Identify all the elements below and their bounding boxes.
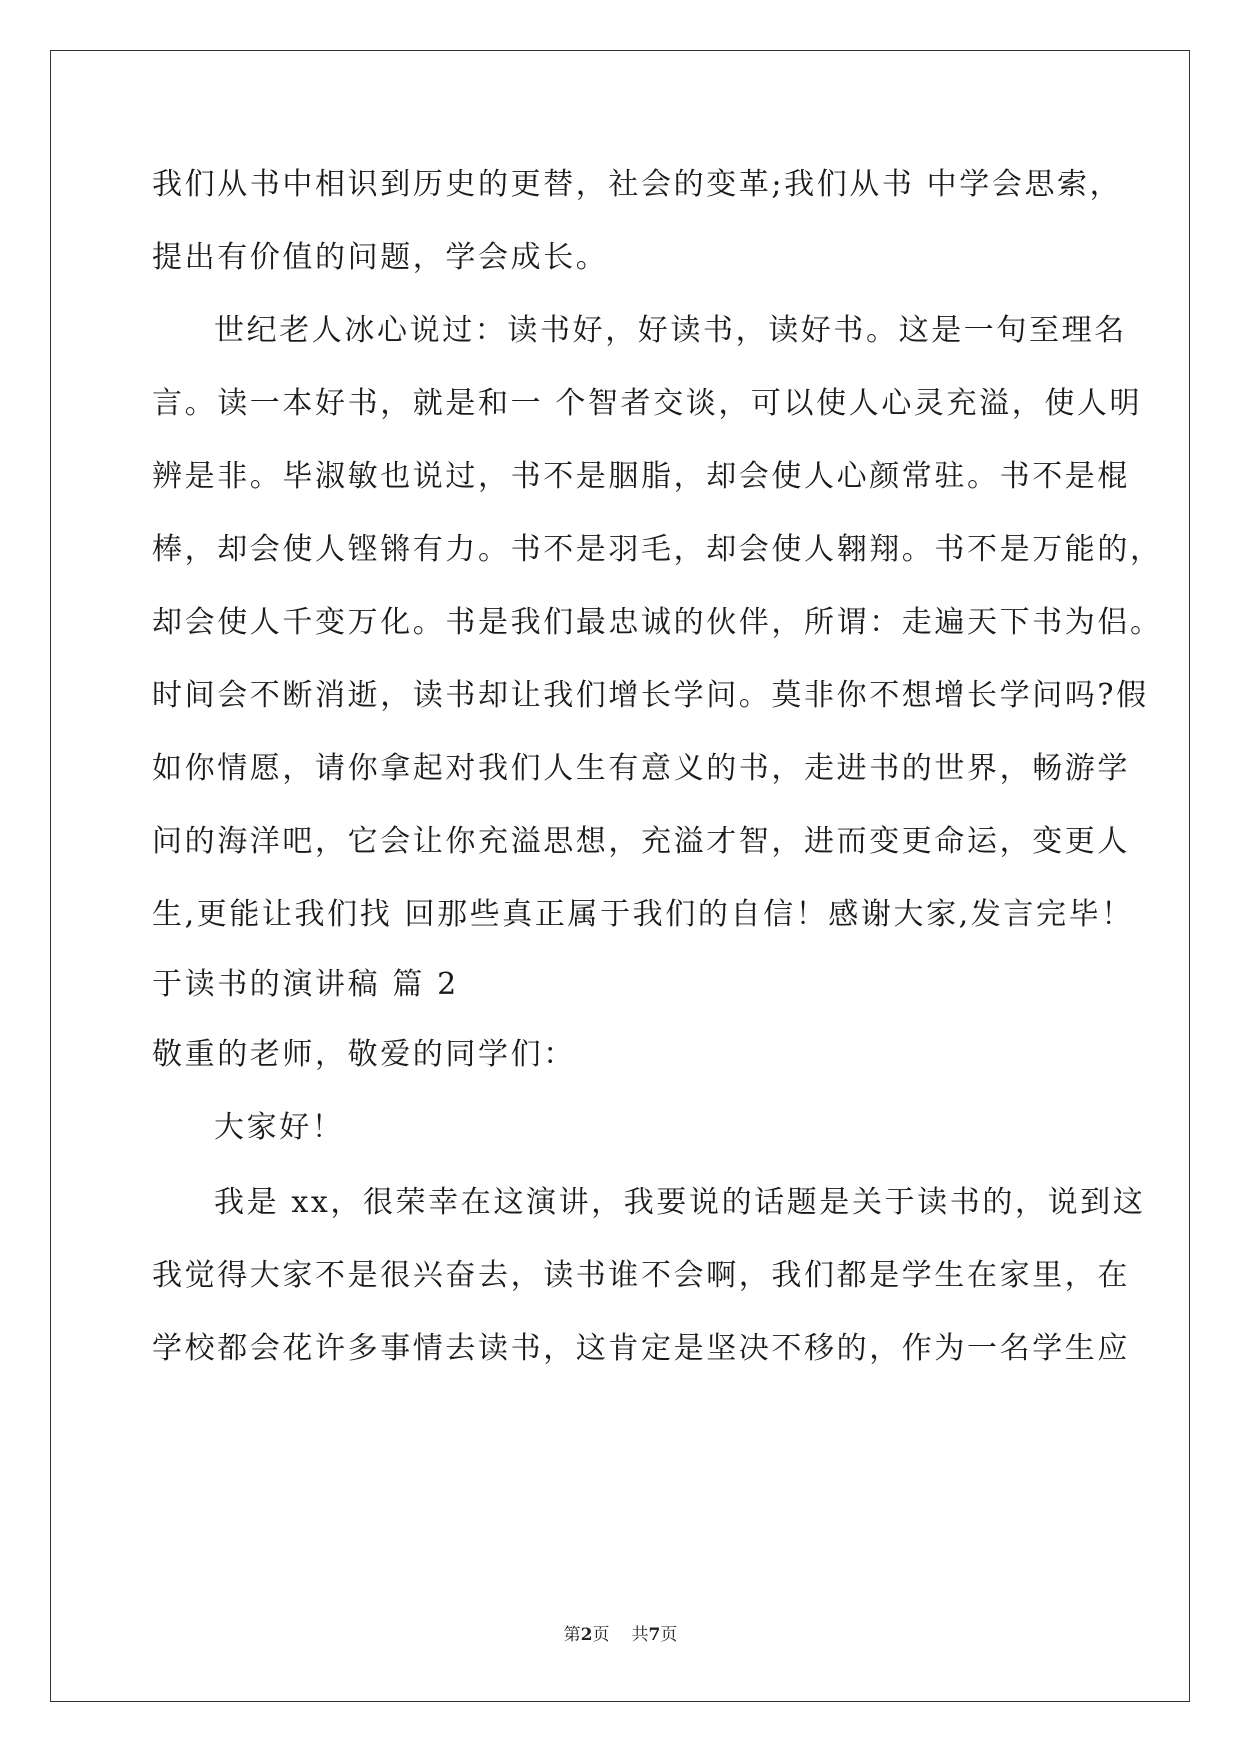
total-pages: 7 <box>648 1625 661 1645</box>
page-border <box>50 50 1190 1702</box>
text-line: 生,更能让我们找 回那些真正属于我们的自信！感谢大家,发言完毕！ <box>152 897 1134 932</box>
page-prefix: 第 <box>563 1625 581 1645</box>
total-prefix: 共 <box>631 1625 649 1645</box>
text-line: 辨是非。毕淑敏也说过，书不是胭脂，却会使人心颜常驻。书不是棍 <box>152 459 1130 494</box>
section-heading: 于读书的演讲稿 篇 2 <box>152 967 459 1002</box>
text-line: 棒，却会使人铿锵有力。书不是羽毛，却会使人翱翔。书不是万能的， <box>152 532 1163 567</box>
page-suffix: 页 <box>592 1625 610 1645</box>
paragraph-start-line: 我是 xx，很荣幸在这演讲，我要说的话题是关于读书的，说到这 <box>214 1185 1146 1220</box>
paragraph-start-line: 世纪老人冰心说过：读书好，好读书，读好书。这是一句至理名 <box>214 313 1127 348</box>
text-line: 提出有价值的问题，学会成长。 <box>152 240 609 275</box>
text-line: 言。读一本好书，就是和一 个智者交谈，可以使人心灵充溢，使人明 <box>152 386 1143 421</box>
text-line: 却会使人千变万化。书是我们最忠诚的伙伴，所谓：走遍天下书为侣。 <box>152 605 1163 640</box>
text-line: 学校都会花许多事情去读书，这肯定是坚决不移的，作为一名学生应 <box>152 1331 1130 1366</box>
text-line: 如你情愿，请你拿起对我们人生有意义的书，走进书的世界，畅游学 <box>152 751 1130 786</box>
page-footer <box>0 1620 1241 1645</box>
text-line: 我们从书中相识到历史的更替，社会的变革;我们从书 中学会思索， <box>152 167 1123 202</box>
total-suffix: 页 <box>660 1625 678 1645</box>
text-line: 问的海洋吧，它会让你充溢思想，充溢才智，进而变更命运，变更人 <box>152 824 1130 859</box>
salutation-line: 敬重的老师，敬爱的同学们： <box>152 1037 576 1072</box>
text-line: 我觉得大家不是很兴奋去，读书谁不会啊，我们都是学生在家里，在 <box>152 1258 1130 1293</box>
greeting-line: 大家好！ <box>214 1110 345 1145</box>
page-number: 2 <box>580 1625 593 1645</box>
text-line: 时间会不断消逝，读书却让我们增长学问。莫非你不想增长学问吗?假 <box>152 678 1149 713</box>
